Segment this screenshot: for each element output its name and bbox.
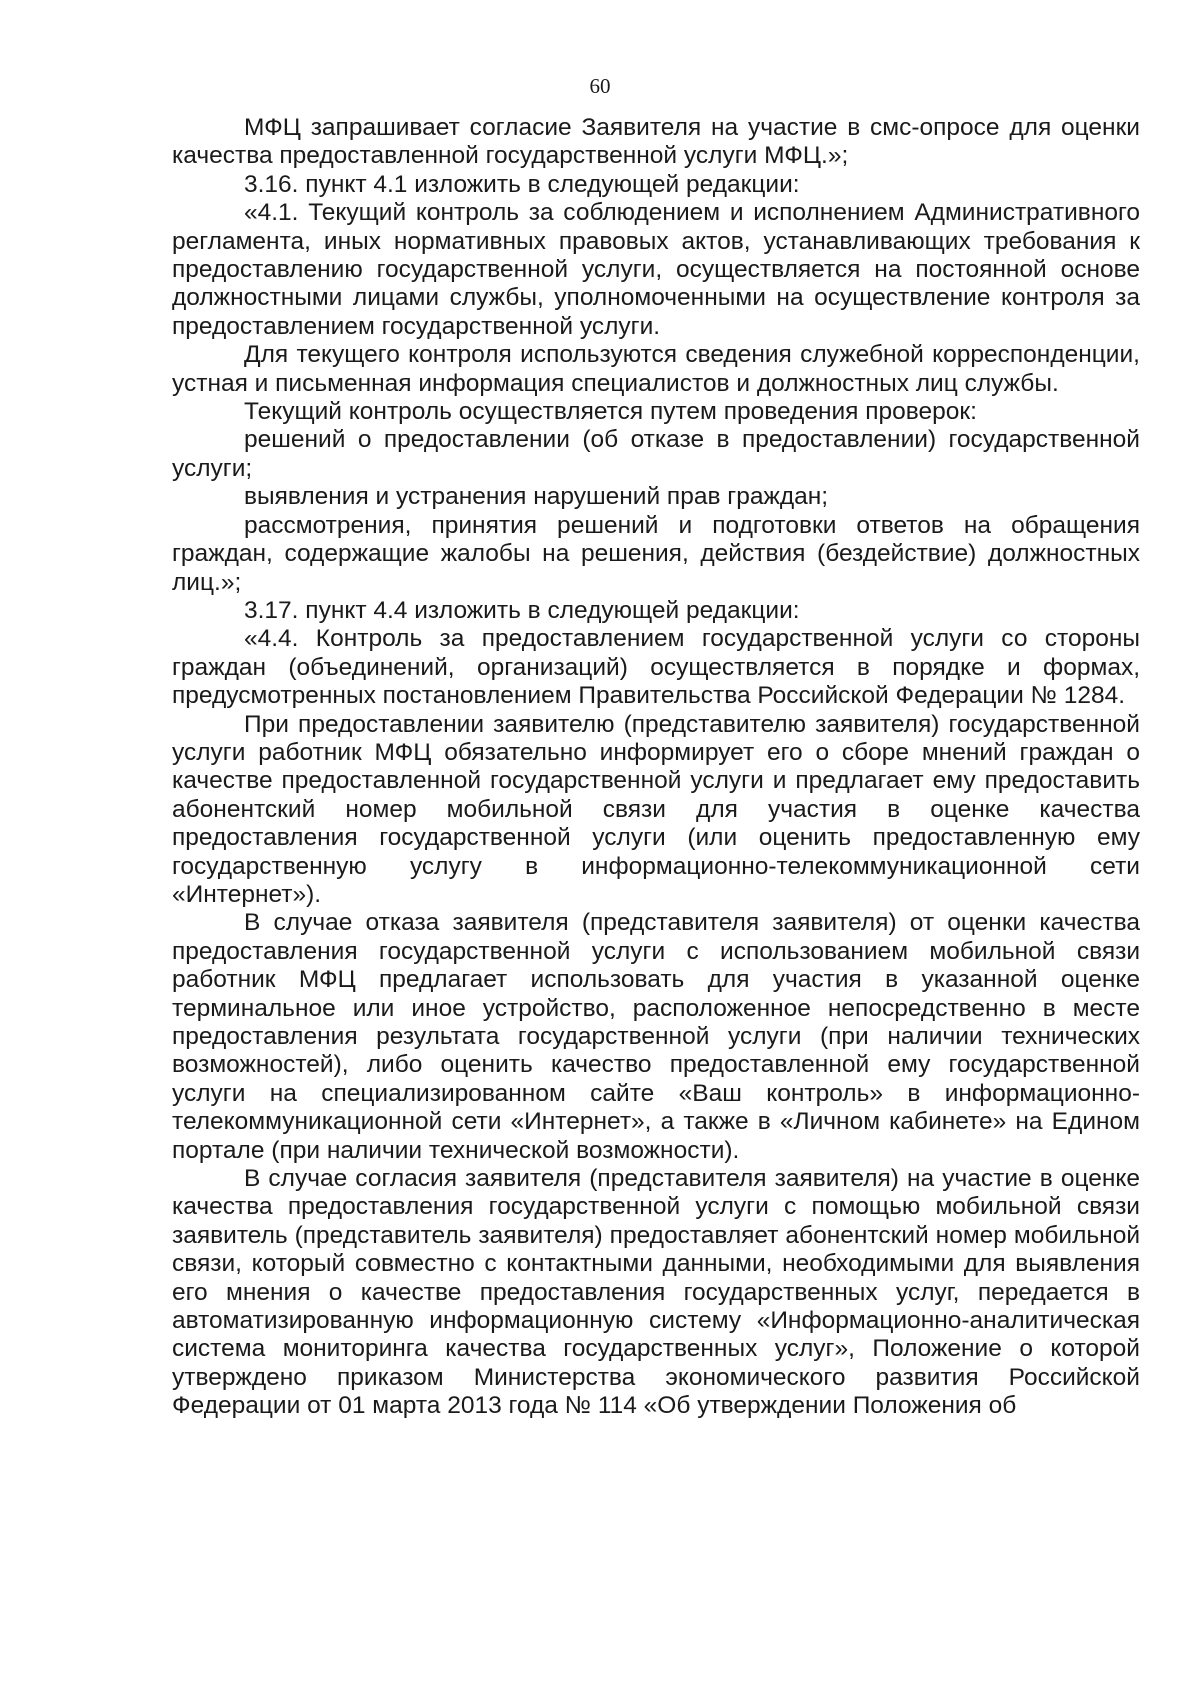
paragraph-control-sources: Для текущего контроля используются сведения служебной корреспонденции, устная и письменная информация специалистов и должностных лиц службы. <box>172 341 1140 397</box>
paragraph-4-4-citizen-control: «4.4. Контроль за предоставлением государственной услуги со стороны граждан (объединений, организаций) осуществляется в порядке и формах, предусмотренных постановлением Правительства Российской Федерации № 1284. <box>172 625 1140 710</box>
paragraph-refusal-alternatives: В случае отказа заявителя (представителя заявителя) от оценки качества предоставления государственной услуги с использованием мобильной связи работник МФЦ предлагает использовать для участия в указанной оценке терминальное или иное устройство, расположенное непосредственно в месте предоставления результата государственной услуги (при наличии технических возможностей), либо оценить качество предоставленной ему государственной услуги на специализированном сайте «Ваш контроль» в информационно-телекоммуникационной сети «Интернет», а также в «Личном кабинете» на Едином портале (при наличии технической возможности). <box>172 909 1140 1164</box>
page-number: 60 <box>589 74 611 98</box>
paragraph-control-checks-intro: Текущий контроль осуществляется путем проведения проверок: <box>244 398 977 426</box>
paragraph-check-violations: выявления и устранения нарушений прав граждан; <box>244 483 829 511</box>
paragraph-3-16-heading: 3.16. пункт 4.1 изложить в следующей редакции: <box>244 170 800 198</box>
paragraph-mfc-sms-survey: МФЦ запрашивает согласие Заявителя на участие в смс-опросе для оценки качества предоставленной государственной услуги МФЦ.»; <box>172 114 1140 170</box>
paragraph-3-17-heading: 3.17. пункт 4.4 изложить в следующей редакции: <box>244 596 800 624</box>
paragraph-consent-data-transfer: В случае согласия заявителя (представителя заявителя) на участие в оценке качества предоставления государственной услуги с помощью мобильной связи заявитель (представитель заявителя) предоставляет абонентский номер мобильной связи, который совместно с контактными данными, необходимыми для выявления его мнения о качестве предоставления государственных услуг, передается в автоматизированную информационную систему «Информационно-аналитическая система мониторинга качества государственных услуг», Положение о которой утверждено приказом Министерства экономического развития Российской Федерации от 01 марта 2013 года № 114 «Об утверждении Положения об <box>172 1165 1140 1420</box>
paragraph-check-decisions: решений о предоставлении (об отказе в предоставлении) государственной услуги; <box>172 426 1140 482</box>
paragraph-check-appeals: рассмотрения, принятия решений и подготовки ответов на обращения граждан, содержащие жалобы на решения, действия (бездействие) должностных лиц.»; <box>172 511 1140 596</box>
paragraph-4-1-current-control: «4.1. Текущий контроль за соблюдением и исполнением Административного регламента, иных нормативных правовых актов, устанавливающих требования к предоставлению государственной услуги, осуществляется на постоянной основе должностными лицами службы, уполномоченными на осуществление контроля за предоставлением государственной услуги. <box>172 199 1140 340</box>
document-body <box>172 114 1140 1421</box>
paragraph-mfc-informs-survey: При предоставлении заявителю (представителю заявителя) государственной услуги работник МФЦ обязательно информирует его о сборе мнений граждан о качестве предоставленной государственной услуги и предлагает ему предоставить абонентский номер мобильной связи для участия в оценке качества предоставления государственной услуги (или оценить предоставленную ему государственную услугу в информационно-телекоммуникационной сети «Интернет»). <box>172 710 1140 908</box>
